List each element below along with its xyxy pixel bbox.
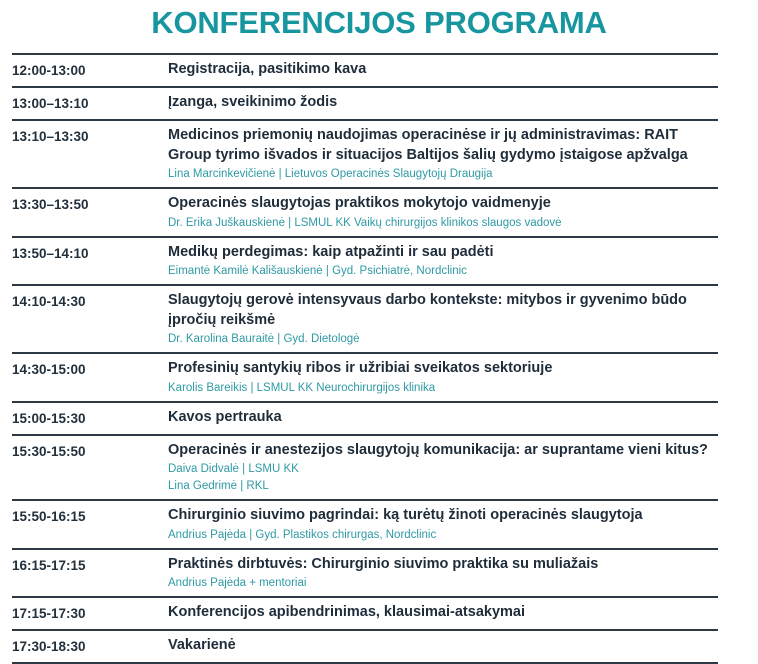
session-speaker: Andrius Pajėda + mentoriai [168,577,307,589]
session-title: Medicinos priemonių naudojimas operacinėse ir jų administravimas: RAIT Group tyrimo išvados ir situacijos Baltijos šalių gydymo įstaigose apžvalga [168,127,688,163]
table-row [12,550,718,599]
table-row [12,88,718,121]
session-speaker: Lina Marcinkevičienė | Lietuvos Operacinės Slaugytojų Draugija [168,168,493,180]
session-details [168,555,718,592]
session-title: Slaugytojų gerovė intensyvaus darbo kontekste: mitybos ir gyvenimo būdo įpročių reikšmė [168,292,687,328]
session-time: 16:15-17:15 [12,557,86,573]
session-time: 15:30-15:50 [12,443,86,459]
session-time: 13:10–13:30 [12,129,89,144]
session-title: Registracija, pasitikimo kava [168,61,367,77]
table-row [12,631,718,664]
session-details [168,636,718,656]
session-title: Kavos pertrauka [168,408,282,425]
table-row [12,238,718,287]
session-speaker-list [168,380,718,396]
session-details [168,194,718,231]
session-title: Profesinių santykių ribos ir užribiai sveikatos sektoriuje [168,360,553,376]
session-details [168,441,718,495]
session-speaker: Dr. Karolina Bauraitė | Gyd. Dietologė [168,333,360,345]
session-time: 17:30-18:30 [12,639,86,654]
session-time: 15:50-16:15 [12,509,86,524]
table-row [12,286,718,354]
session-speaker-list [168,331,718,347]
page-title: KONFERENCIJOS PROGRAMA [151,5,607,40]
session-details [168,506,718,543]
session-title: Operacinės slaugytojas praktikos mokytojo vaidmenyje [168,195,551,211]
session-title: Chirurginio siuvimo pagrindai: ką turėtų žinoti operacinės slaugytoja [168,507,643,523]
session-speaker: Karolis Bareikis | LSMUL KK Neurochirurgijos klinika [168,381,436,394]
session-time: 13:50–14:10 [12,245,89,261]
table-row [12,189,718,238]
session-time: 15:00-15:30 [12,410,86,426]
session-speaker: Eimantė Kamilė Kališauskienė | Gyd. Psichiatrė, Nordclinic [168,265,467,277]
session-time: 12:00-13:00 [12,63,86,78]
schedule-rows [12,53,718,664]
session-details [168,243,718,280]
table-row [12,354,718,403]
session-title: Vakarienė [168,637,236,653]
schedule-table [0,53,758,664]
session-speaker: Dr. Erika Juškauskienė | LSMUL KK Vaikų chirurgijos klinikos slaugos vadovė [168,216,562,229]
session-details [168,291,718,347]
session-details [168,603,718,623]
session-speaker-list [168,461,718,494]
session-details [168,359,718,396]
session-time: 17:15-17:30 [12,606,86,621]
session-time: 14:10-14:30 [12,294,86,309]
session-details [168,408,718,428]
session-title: Įzanga, sveikinimo žodis [168,94,338,110]
session-title: Konferencijos apibendrinimas, klausimai-atsakymai [168,604,525,620]
session-details [168,126,718,182]
table-row [12,598,718,631]
session-details [168,60,718,80]
session-title: Operacinės ir anestezijos slaugytojų komunikacija: ar suprantame vieni kitus? [168,441,708,458]
session-speaker-list [168,215,718,231]
session-details [168,93,718,113]
session-title: Praktinės dirbtuvės: Chirurginio siuvimo praktika su muliažais [168,555,599,572]
session-speaker-list [168,263,718,279]
session-speaker-list [168,575,718,591]
table-row [12,55,718,88]
table-row [12,121,718,189]
table-row [12,436,718,502]
session-speaker: Daiva Didvalė | LSMU KK [168,463,299,475]
table-row [12,501,718,550]
session-speaker-list [168,527,718,543]
session-title: Medikų perdegimas: kaip atpažinti ir sau padėti [168,243,494,260]
session-speaker: Lina Gedrimė | RKL [168,480,269,492]
session-time: 13:30–13:50 [12,197,89,212]
session-time: 13:00–13:10 [12,96,89,111]
session-speaker-list [168,166,718,182]
session-speaker: Andrius Pajėda | Gyd. Plastikos chirurgas, Nordclinic [168,528,437,541]
table-row [12,403,718,436]
session-time: 14:30-15:00 [12,362,86,377]
